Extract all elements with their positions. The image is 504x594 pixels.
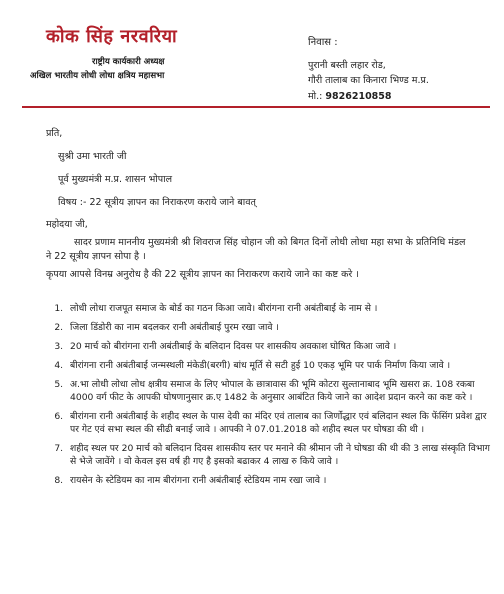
mobile-value: 9826210858 — [325, 91, 392, 102]
letter-request: कृपया आपसे विनम्र अनुरोध है की 22 सूत्रीय ज्ञापन का निराकरण कराये जाने का कष्ट करे । — [46, 269, 359, 280]
letterhead-name: कोक सिंह नरवरिया — [46, 26, 178, 47]
letter-subject — [58, 195, 256, 208]
mobile-label: मो.: — [308, 91, 323, 102]
subject-text: 22 सूत्रीय ज्ञापन का निराकरण कराये जाने बावत् — [89, 197, 256, 208]
list-item: 2. जिला डिंडोरी का नाम बदलकर रानी अबंतीबाई पुरम रखा जावे । — [66, 321, 496, 334]
letter-intro: सादर प्रणाम माननीय मुख्यमंत्री श्री शिवराज सिंह चोहान जी को बिगत दिनों लोधी लोधा महा सभा के प्रतिनिधि मंडल ने 22 सूत्रीय ज्ञापन सोपा है । — [46, 237, 466, 262]
letter-to: प्रति, — [46, 128, 63, 139]
demand-list — [44, 302, 496, 493]
letter-recipient: सुश्री उमा भारती जी — [58, 151, 127, 162]
subject-label: विषय :- — [58, 197, 87, 208]
list-item: 5. अ.भा लोधी लोधा लोध क्षत्रीय समाज के लिए भोपाल के छात्रावास की भूमि कोटरा सुल्तानाबाद भूमि खसरा क्र. 108 रकबा 4000 वर्ग फीट के आपकी घोषणानुसार क्र.ए 1482 के अनुसार आबंटित किये जाने का आदेश प्रदान करने का कष्ट करे । — [66, 378, 496, 404]
list-item: 3. 20 मार्च को बीरांगना रानी अबंतीबाई के बलिदान दिवस पर शासकीय अवकाश घोषित किआ जावे । — [66, 340, 496, 353]
list-item: 8. रायसेन के स्टेडियम का नाम बीरांगना रानी अबंतीबाई स्टेडियम नाम रखा जावे । — [66, 474, 496, 487]
address-line-2: गौरी तालाब का किनारा भिण्ड म.प्र. — [308, 75, 429, 86]
address-label: निवास : — [308, 37, 338, 48]
letterhead-divider — [22, 106, 490, 108]
mobile-number — [308, 89, 392, 102]
list-item: 6. बीरांगना रानी अबंतीबाई के शहीद स्थल के पास देवी का मंदिर एवं तालाब का जिर्णोद्धार एवं बलिदान स्थल कि फेंसिंग प्रवेश द्वार पर गेट एवं सभा स्थल की सीढी बनाई जावे । आपकी ने 07.01.2018 को शहीद स्थल पर घोषडा की थी । — [66, 410, 496, 436]
list-item: 7. शहीद स्थल पर 20 मार्च को बलिदान दिवस शासकीय स्तर पर मनाने की श्रीमान जी ने घोषडा की थी की 3 लाख संस्कृति विभाग से भेजे जावेंगे । वो केवल इस वर्ष ही गए है इसको बढाकर 4 लाख रु किये जावे । — [66, 442, 496, 468]
list-item: 4. बीरांगना रानी अबंतीबाई जन्मस्थली मंकेडी(बरगी) बांध मूर्ति से सटी हुई 10 एकड़ भूमि पर पार्क निर्माण किया जावे । — [66, 359, 496, 372]
letter-salutation: महोदया जी, — [46, 219, 88, 230]
letterhead-organization: अखिल भारतीय लोधी लोधा क्षत्रिय महासभा — [30, 71, 165, 81]
letterhead-designation: राष्ट्रीय कार्यकारी अध्यक्ष — [92, 57, 165, 67]
letter-recipient-title: पूर्व मुख्यमंत्री म.प्र. शासन भोपाल — [58, 174, 173, 185]
list-item: 1. लोधी लोधा राजपूत समाज के बोर्ड का गठन किआ जावे। बीरांगना रानी अबंतीबाई के नाम से । — [66, 302, 496, 315]
address-line-1: पुरानी बस्ती लहार रोड, — [308, 60, 386, 71]
